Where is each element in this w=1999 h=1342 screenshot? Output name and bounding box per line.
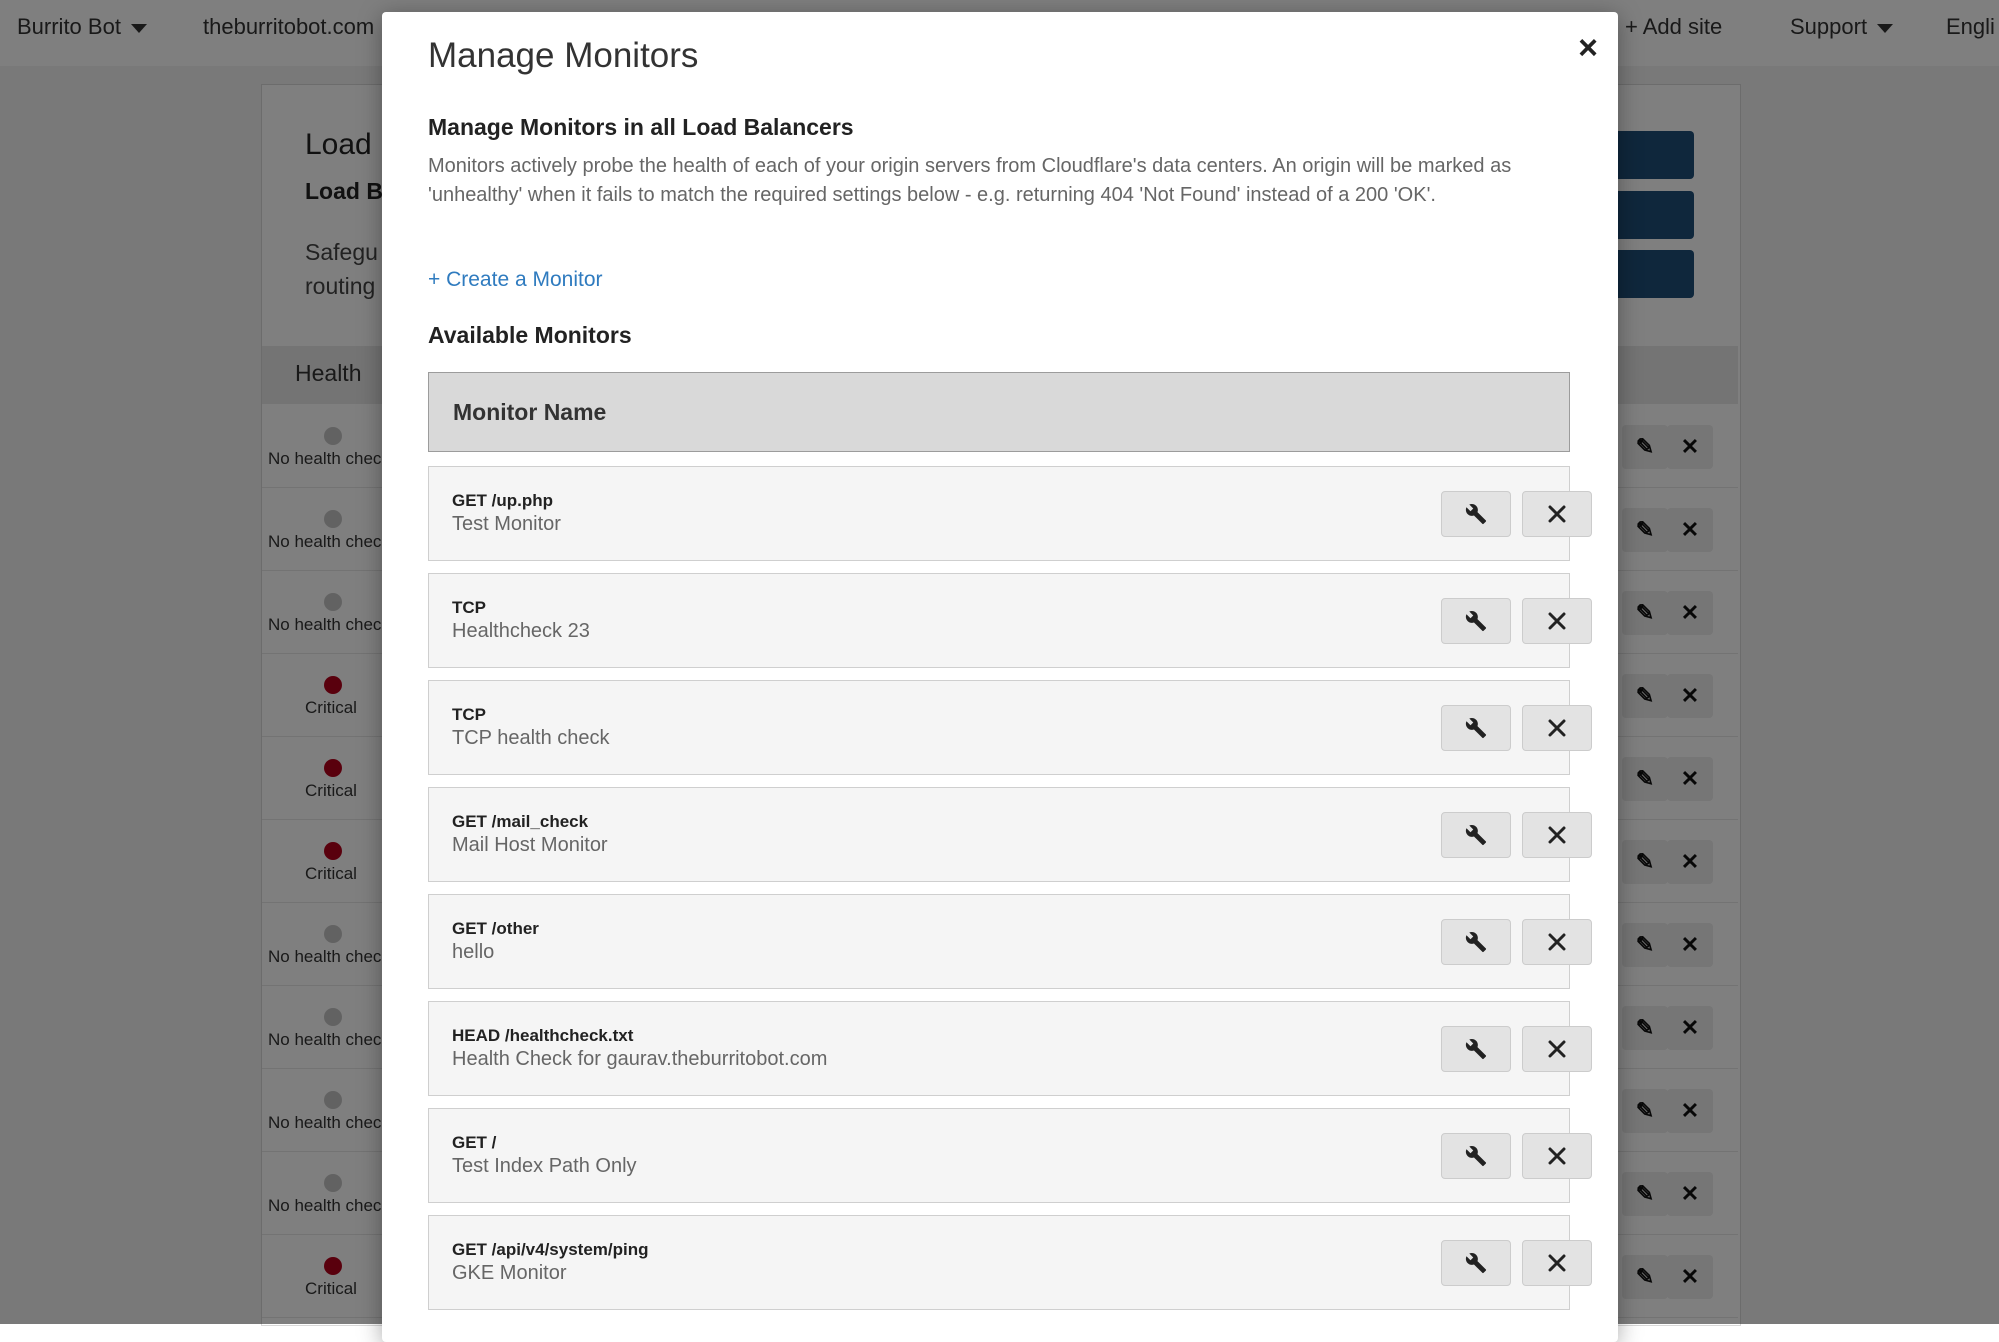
- wrench-icon: [1465, 717, 1487, 739]
- edit-monitor-button[interactable]: [1441, 1133, 1511, 1179]
- monitor-name: Test Index Path Only: [452, 1155, 637, 1177]
- manage-monitors-modal: [382, 12, 1618, 1342]
- monitor-row: [428, 680, 1570, 775]
- monitor-method: GET /up.php: [452, 491, 554, 510]
- wrench-icon: [1465, 824, 1487, 846]
- delete-monitor-button[interactable]: [1522, 598, 1592, 644]
- monitor-method: TCP: [452, 705, 486, 724]
- monitor-row: [428, 787, 1570, 882]
- wrench-icon: [1465, 610, 1487, 632]
- wrench-icon: [1465, 503, 1487, 525]
- monitor-name: Healthcheck 23: [452, 620, 590, 642]
- edit-monitor-button[interactable]: [1441, 919, 1511, 965]
- monitor-table-header: [428, 372, 1570, 452]
- wrench-icon: [1465, 931, 1487, 953]
- monitor-row: [428, 573, 1570, 668]
- close-icon: [1548, 505, 1566, 523]
- delete-monitor-button[interactable]: [1522, 1240, 1592, 1286]
- edit-monitor-button[interactable]: [1441, 705, 1511, 751]
- delete-monitor-button[interactable]: [1522, 812, 1592, 858]
- monitor-name-column: Monitor Name: [453, 399, 607, 425]
- monitor-row: [428, 1001, 1570, 1096]
- delete-monitor-button[interactable]: [1522, 491, 1592, 537]
- monitor-name: Health Check for gaurav.theburritobot.com: [452, 1048, 828, 1070]
- wrench-icon: [1465, 1145, 1487, 1167]
- monitor-method: GET /other: [452, 919, 539, 938]
- monitor-method: GET /mail_check: [452, 812, 589, 831]
- close-icon: [1548, 719, 1566, 737]
- modal-title: Manage Monitors: [428, 36, 699, 75]
- create-monitor-link[interactable]: + Create a Monitor: [428, 268, 603, 291]
- monitor-row: [428, 1108, 1570, 1203]
- close-icon[interactable]: ×: [1578, 29, 1598, 67]
- monitor-method: TCP: [452, 598, 486, 617]
- edit-monitor-button[interactable]: [1441, 491, 1511, 537]
- close-icon: [1548, 1040, 1566, 1058]
- monitor-name: Mail Host Monitor: [452, 834, 608, 856]
- monitor-method: GET /api/v4/system/ping: [452, 1240, 649, 1259]
- close-icon: [1548, 826, 1566, 844]
- delete-monitor-button[interactable]: [1522, 919, 1592, 965]
- edit-monitor-button[interactable]: [1441, 1240, 1511, 1286]
- delete-monitor-button[interactable]: [1522, 1133, 1592, 1179]
- monitor-row: [428, 1215, 1570, 1310]
- section-title: Manage Monitors in all Load Balancers: [428, 114, 854, 140]
- edit-monitor-button[interactable]: [1441, 812, 1511, 858]
- close-icon: [1548, 933, 1566, 951]
- monitor-name: GKE Monitor: [452, 1262, 567, 1284]
- wrench-icon: [1465, 1038, 1487, 1060]
- available-monitors-title: Available Monitors: [428, 322, 632, 348]
- edit-monitor-button[interactable]: [1441, 598, 1511, 644]
- edit-monitor-button[interactable]: [1441, 1026, 1511, 1072]
- monitor-name: TCP health check: [452, 727, 610, 749]
- monitor-name: hello: [452, 941, 495, 963]
- monitor-method: HEAD /healthcheck.txt: [452, 1026, 634, 1045]
- monitor-method: GET /: [452, 1133, 497, 1152]
- modal-description: Monitors actively probe the health of each of your origin servers from Cloudflare's data centers. An origin will be marked as 'unhealthy' when it fails to match the required settings below - e.g. returning 404 'Not Found' instead of a 200 'OK'.: [428, 155, 1512, 206]
- close-icon: [1548, 612, 1566, 630]
- monitor-row: [428, 466, 1570, 561]
- wrench-icon: [1465, 1252, 1487, 1274]
- close-icon: [1548, 1254, 1566, 1272]
- delete-monitor-button[interactable]: [1522, 1026, 1592, 1072]
- close-icon: [1548, 1147, 1566, 1165]
- monitor-name: Test Monitor: [452, 513, 561, 535]
- monitor-row: [428, 894, 1570, 989]
- delete-monitor-button[interactable]: [1522, 705, 1592, 751]
